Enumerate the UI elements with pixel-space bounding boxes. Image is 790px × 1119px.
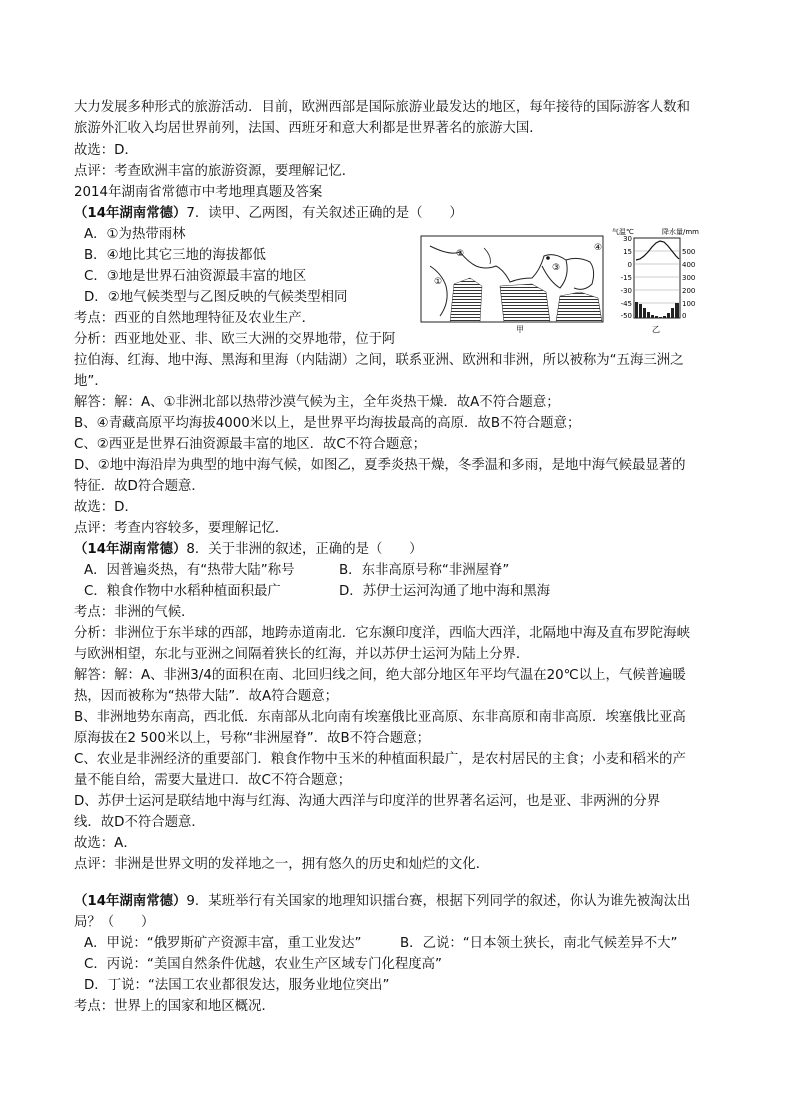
map-marker-4: ④ (594, 243, 603, 253)
option-b: B．④地比其它三地的海拔都低 (84, 248, 266, 263)
option-b: B．东非高原号称“非洲屋脊” (339, 563, 510, 578)
climate-chart-yi (612, 227, 699, 334)
kaodian-line: 考点：西亚的自然地理特征及农业生产． (74, 311, 316, 326)
precip-tick: 100 (682, 300, 696, 308)
analysis-line: 分析：非洲位于东半球的西部，地跨赤道南北．它东濒印度洋，西临大西洋，北隔地中海及直布罗陀海峡 (74, 626, 690, 641)
answer-line: 故选：D． (74, 500, 138, 515)
option-a: A．①为热带雨林 (84, 227, 186, 242)
precip-bar (647, 312, 650, 318)
question-tag: （14年湖南常德） (74, 206, 187, 221)
precip-axis-title: 降水量/mm (662, 228, 699, 236)
precip-bar (651, 315, 654, 318)
option-a: A．因普遍炎热，有“热带大陆”称号 (84, 563, 295, 578)
question-text: 8．关于非洲的叙述，正确的是（ ） (186, 542, 423, 557)
text-line: 大力发展多种形式的旅游活动．目前，欧洲西部是国际旅游业最发达的地区，每年接待的国际游客人数和 (74, 100, 690, 115)
solution-line: 线．故D不符合题意． (74, 815, 205, 830)
solution-line: 量不能自给，需要大量进口．故C不符合题意； (74, 773, 352, 788)
analysis-line: 拉伯海、红海、地中海、黑海和里海（内陆湖）之间，联系亚洲、欧洲和非洲，所以被称为“五海三洲之 (74, 353, 684, 368)
option-b: B．乙说：“日本领土狭长，南北气候差异不大” (400, 936, 678, 951)
solution-line: B、非洲地势东南高，西北低．东南部从北向南有埃塞俄比亚高原、东非高原和南非高原．埃塞俄比亚高 (74, 710, 686, 725)
option-c: C．丙说：“美国自然条件优越，农业生产区域专门化程度高” (84, 957, 442, 972)
map-jia (421, 236, 603, 334)
precip-bar (667, 313, 670, 318)
option-d: D．苏伊士运河沟通了地中海和黑海 (339, 584, 551, 599)
map-marker-3: ③ (552, 263, 561, 273)
analysis-line: 地”． (74, 374, 108, 389)
temp-tick: -45 (620, 300, 632, 308)
comment-line: 点评：非洲是世界文明的发祥地之一，拥有悠久的历史和灿烂的文化． (74, 857, 490, 872)
solution-line: D、苏伊士运河是联结地中海与红海、沟通大西洋与印度洋的世界著名运河，也是亚、非两洲的分界 (74, 794, 661, 809)
question-7-stem (74, 205, 463, 223)
map-marker-1: ① (434, 277, 443, 287)
question-text-cont: 局？（ ） (74, 915, 155, 930)
analysis-line: 与欧洲相望，东北与亚洲之间隔着狭长的红海，并以苏伊士运河为陆上分界． (74, 647, 530, 662)
section-title: 2014年湖南省常德市中考地理真题及答案 (74, 185, 323, 200)
precip-bar (659, 317, 662, 318)
precip-tick: 500 (682, 248, 696, 256)
temp-tick: -50 (620, 312, 632, 320)
question-9-stem (74, 893, 690, 911)
solution-line: 原海拔在2 500米以上，号称“非洲屋脊”．故B不符合题意； (74, 731, 430, 746)
precip-bar (643, 308, 646, 318)
option-c: C．③地是世界石油资源最丰富的地区 (84, 269, 307, 284)
temp-tick: 30 (623, 235, 632, 243)
temp-tick: -15 (620, 274, 632, 282)
option-d: D．②地气候类型与乙图反映的气候类型相同 (84, 290, 348, 305)
kaodian-line: 考点：世界上的国家和地区概况． (74, 999, 275, 1014)
comment-line: 点评：考查内容较多，要理解记忆． (74, 521, 289, 536)
precip-tick: 200 (682, 287, 696, 295)
solution-line: C、农业是非洲经济的重要部门．粮食作物中玉米的种植面积最广，是农村居民的主食；小麦和稻米的产 (74, 752, 686, 767)
solution-line: B、④青藏高原平均海拔4000米以上，是世界平均海拔最高的高原．故B不符合题意； (74, 416, 581, 431)
precip-bar (639, 304, 642, 318)
text-line: 旅游外汇收入均居世界前列，法国、西班牙和意大利都是世界著名的旅游大国． (74, 121, 543, 136)
precip-bar (655, 316, 658, 318)
precip-bar (635, 302, 638, 318)
option-a: A．甲说：“俄罗斯矿产资源丰富，重工业发达” (84, 936, 362, 951)
question-text: 9．某班举行有关国家的地理知识擂台赛，根据下列同学的叙述，你认为谁先被淘汰出 (186, 894, 691, 909)
analysis-line: 分析：西亚地处亚、非、欧三大洲的交界地带，位于阿 (74, 332, 396, 347)
solution-line: 解答：解：A、非洲3/4的面积在南、北回归线之间，绝大部分地区年平均气温在20℃以上，气候普遍暖 (74, 668, 686, 683)
temp-tick: 15 (623, 248, 632, 256)
precip-bar (671, 308, 674, 318)
precip-tick: 400 (682, 261, 696, 269)
option-d: D．丁说：“法国工农业都很发达，服务业地位突出” (84, 978, 390, 993)
solution-line: 热，因而被称为“热带大陆”．故A符合题意； (74, 689, 339, 704)
answer-line: 故选：D． (74, 143, 138, 158)
question-text: 7．读甲、乙两图，有关叙述正确的是（ ） (186, 206, 463, 221)
climate-caption-yi: 乙 (652, 325, 660, 334)
option-c: C．粮食作物中水稻种植面积最广 (84, 584, 281, 599)
solution-line: D、②地中海沿岸为典型的地中海气候，如图乙，夏季炎热干燥，冬季温和多雨，是地中海气候最显著的 (74, 458, 686, 473)
question-7-figure (420, 226, 700, 336)
question-8-stem (74, 541, 423, 559)
temp-axis-title: 气温℃ (612, 228, 634, 236)
kaodian-line: 考点：非洲的气候． (74, 605, 195, 620)
precip-tick: 300 (682, 274, 696, 282)
temp-tick: -30 (620, 287, 632, 295)
solution-line: 解答：解：A、①非洲北部以热带沙漠气候为主，全年炎热干燥．故A不符合题意； (74, 395, 560, 410)
solution-line: 特征．故D符合题意． (74, 479, 205, 494)
map-caption-jia: 甲 (516, 325, 524, 334)
question-tag: （14年湖南常德） (74, 542, 187, 557)
answer-line: 故选：A． (74, 836, 137, 851)
precip-bar (663, 316, 666, 318)
precip-tick: 0 (682, 312, 687, 320)
precip-bar (675, 303, 679, 318)
comment-line: 点评：考查欧洲丰富的旅游资源，要理解记忆． (74, 164, 356, 179)
map-marker-2: ② (456, 249, 465, 259)
question-tag: （14年湖南常德） (74, 894, 187, 909)
solution-line: C、②西亚是世界石油资源最丰富的地区．故C不符合题意； (74, 437, 427, 452)
temp-tick: 0 (627, 261, 632, 269)
map-point (546, 256, 550, 260)
